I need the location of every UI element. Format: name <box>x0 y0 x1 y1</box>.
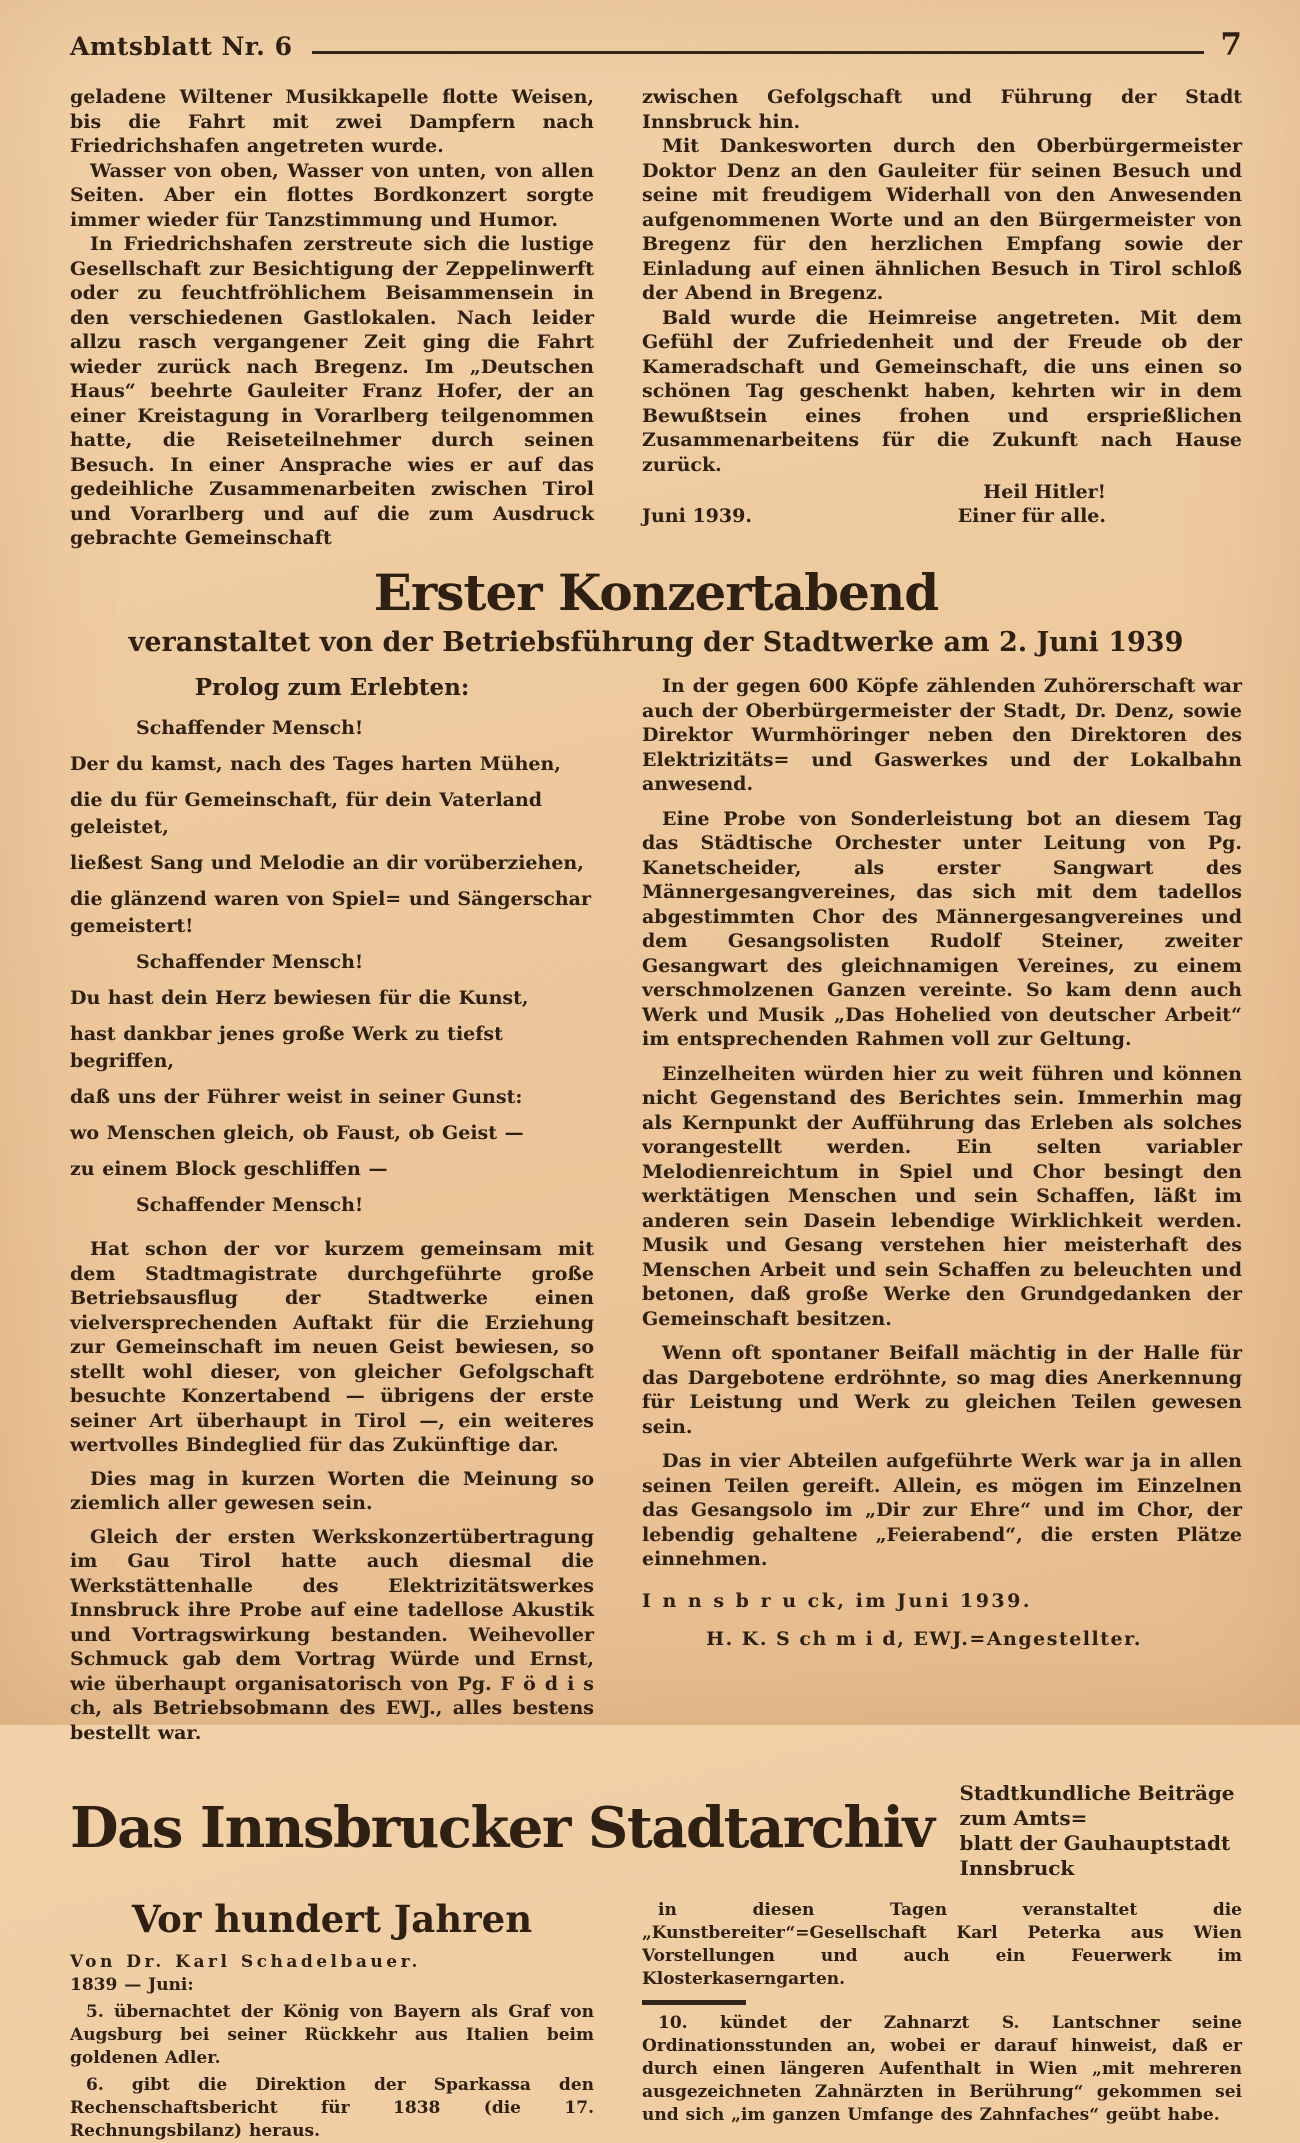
paragraph: Wenn oft spontaner Beifall mächtig in der Halle für das Dargebotene erdröhnte, so mag dies Anerkennung für Leistung und Werk zu gleichen Teilen gewesen sein. <box>642 1342 1242 1438</box>
prolog-poem <box>70 715 594 1219</box>
closing-salute: Heil Hitler! <box>983 481 1106 503</box>
archive-section-header <box>70 1775 1242 1881</box>
archive-entry: 6. gibt die Direktion der Sparkassa den Rechenschaftsbericht für 1838 (die 17. Rechnungsbilanz) heraus. <box>70 2075 594 2141</box>
poem-line: daß uns der Führer weist in seiner Gunst: <box>70 1086 523 1108</box>
archive-left-column <box>70 1895 594 2143</box>
article1-left-column <box>70 85 594 551</box>
archive-entry: 10. kündet der Zahnarzt S. Lantschner seine Ordinationsstunden an, wobei er darauf hinweist, daß er durch einen längeren Aufenthalt in Wien „mit mehreren ausgezeichneten Zahnärzten in Berührung“ gekommen sei und sich „im ganzen Umfange des Zahnfaches“ geübt habe. <box>642 2013 1242 2125</box>
poem-line: Schaffender Mensch! <box>136 951 364 973</box>
masthead: Amtsblatt Nr. 6 <box>70 32 293 61</box>
article2-right-column <box>642 674 1242 1745</box>
archive-right-column <box>642 1895 1242 2143</box>
page-number: 7 <box>1220 27 1242 63</box>
poem-line: zu einem Block geschliffen — <box>70 1158 388 1180</box>
poem-line: Schaffender Mensch! <box>136 1194 364 1216</box>
archive-paragraph: in diesen Tagen veranstaltet die „Kunstbereiter“=Gesellschaft Karl Peterka aus Wien Vorstellungen und auch ein Feuerwerk im Klosterkaserngarten. <box>642 1900 1242 1989</box>
paragraph: geladene Wiltener Musikkapelle flotte Weisen, bis die Fahrt mit zwei Dampfern nach Friedrichshafen angetreten wurde. <box>70 86 594 157</box>
poem-line: hast dankbar jenes große Werk zu tiefst begriffen, <box>70 1023 503 1072</box>
archive-year-heading: 1839 — Juni: <box>70 1975 194 1995</box>
header-rule <box>312 51 1204 54</box>
article-excursion-report <box>70 85 1242 551</box>
archive-title-side-note <box>959 1775 1242 1881</box>
poem-line: ließest Sang und Melodie an dir vorüberziehen, <box>70 852 584 874</box>
paragraph: Gleich der ersten Werkskonzertübertragung im Gau Tirol hatte auch diesmal die Werkstättenhalle des Elektrizitätswerkes Innsbruck ihre Probe auf eine tadellose Akustik und Vortragswirkung bestanden. Weihevoller Schmuck gab dem Vortrag Würde und Ernst, wie überhaupt organisatorisch von Pg. F ö d i s ch, als Betriebsobmann des EWJ., alles bestens bestellt war. <box>70 1525 594 1744</box>
article-title: Erster Konzertabend <box>373 562 939 622</box>
paragraph: Bald wurde die Heimreise angetreten. Mit dem Gefühl der Zufriedenheit und der Freude ob der Kameradschaft und Gemeinschaft, die uns einen so schönen Tag geschenkt haben, kehrten wir in dem Bewußtsein eines frohen und ersprießlichen Zusammenarbeitens für die Zukunft nach Hause zurück. <box>642 306 1242 476</box>
article-concert-report <box>70 674 1242 1745</box>
paragraph: In Friedrichshafen zerstreute sich die lustige Gesellschaft zur Besichtigung der Zeppelinwerft oder zu feuchtfröhlichem Beisammensein in den verschiedenen Gastlokalen. Nach leider allzu rasch vergangener Zeit ging die Fahrt wieder zurück nach Bregenz. Im „Deutschen Haus“ beehrte Gauleiter Franz Hofer, der an einer Kreistagung in Vorarlberg teilgenommen hatte, die Reiseteilnehmer durch seinen Besuch. In einer Ansprache wies er auf das gedeihliche Zusammenarbeiten zwischen Tirol und Vorarlberg und auf die zum Ausdruck gebrachte Gemeinschaft <box>70 233 594 549</box>
side-note-line1: Stadtkundliche Beiträge zum Amts= <box>959 1781 1235 1830</box>
paragraph: Das in vier Abteilen aufgeführte Werk war ja in allen seinen Teilen gereift. Allein, es mögen im Einzelnen das Gesangsolo im „Dir zur Ehre“ und im Chor, der lebendig gehaltene „Feierabend“, die ersten Plätze einnehmen. <box>642 1450 1242 1570</box>
dateline: I n n s b r u ck, im Juni 1939. <box>642 1589 1032 1612</box>
paragraph: Hat schon der vor kurzem gemeinsam mit dem Stadtmagistrate durchgeführte große Betriebsausflug der Stadtwerke einen vielversprechenden Auftakt für die Erziehung zur Gemeinschaft im neuen Geist bewiesen, so stellt wohl dieser, von gleicher Gefolgschaft besuchte Konzertabend — übrigens der erste seiner Art überhaupt in Tirol —, ein weiteres wertvolles Bindeglied für das Zukünftige dar. <box>70 1238 594 1456</box>
article2-left-column <box>70 674 594 1745</box>
paragraph: Wasser von oben, Wasser von unten, von allen Seiten. Aber ein flottes Bordkonzert sorgte immer wieder für Tanzstimmung und Humor. <box>70 159 594 231</box>
page-header <box>70 27 1242 63</box>
poem-line: wo Menschen gleich, ob Faust, ob Geist — <box>70 1122 524 1144</box>
author-signature: H. K. S ch m i d, EWJ.=Angestellter. <box>706 1627 1142 1650</box>
archive-title: Das Innsbrucker Stadtarchiv <box>70 1795 934 1861</box>
poem-line: die glänzend waren von Spiel= und Sängerschar gemeistert! <box>70 888 591 937</box>
section-divider-rule <box>642 2000 746 2005</box>
paragraph: In der gegen 600 Köpfe zählenden Zuhörerschaft war auch der Oberbürgermeister der Stadt, Dr. Denz, sowie Direktor Wurmhöringer neben den Direktoren des Elektrizitäts= und Gaswerkes und der Lokalbahn anwesend. <box>642 675 1242 795</box>
poem-line: die du für Gemeinschaft, für dein Vaterland geleistet, <box>70 789 543 838</box>
prolog-heading: Prolog zum Erlebten: <box>194 674 470 701</box>
paragraph: Dies mag in kurzen Worten die Meinung so ziemlich aller gewesen sein. <box>70 1467 594 1514</box>
poem-line: Schaffender Mensch! <box>136 717 364 739</box>
concert-article-header <box>70 562 1242 659</box>
paragraph: Eine Probe von Sonderleistung bot an diesem Tag das Städtische Orchester unter Leitung von Pg. Kanetscheider, als erster Sangwart des Männergesangvereines, das sich mit dem tadellos abgestimmten Chor des Männergesangvereines und dem Gesangsolisten Rudolf Steiner, zweiter Gesangwart des gleichnamigen Vereines, zu einem verschmolzenen Ganzen vereinte. So kam denn auch Werk und Musik „Das Hohelied von deutscher Arbeit“ im entsprechenden Rahmen voll zur Geltung. <box>642 807 1242 1050</box>
side-note-line2: blatt der Gauhauptstadt Innsbruck <box>959 1831 1231 1880</box>
poem-line: Du hast dein Herz bewiesen für die Kunst, <box>70 987 529 1009</box>
archive-heading: Vor hundert Jahren <box>131 1897 533 1941</box>
article-subtitle: veranstaltet von der Betriebsführung der Stadtwerke am 2. Juni 1939 <box>128 627 1184 658</box>
article1-right-column <box>642 85 1242 551</box>
archive-entry: 5. übernachtet der König von Bayern als Graf von Augsburg bei seiner Rückkehr aus Italien beim goldenen Adler. <box>70 2002 594 2068</box>
archive-byline: Von Dr. Karl Schadelbauer. <box>70 1952 421 1972</box>
archive-section <box>70 1895 1242 2143</box>
poem-line: Der du kamst, nach des Tages harten Mühen, <box>70 753 561 775</box>
closing-signoff: Einer für alle. <box>957 505 1106 527</box>
closing-line <box>642 505 1242 527</box>
paragraph: zwischen Gefolgschaft und Führung der Stadt Innsbruck hin. <box>642 86 1242 133</box>
paragraph: Einzelheiten würden hier zu weit führen und können nicht Gegenstand des Berichtes sein. Immerhin mag als Kernpunkt der Aufführung das Erleben als solches vorangestellt werden. Ein selten variabler Melodienreichtum in Spiel und Chor besingt den werktätigen Menschen und sein Schaffen, läßt im anderen sein Dasein lebendige Wirklichkeit werden. Musik und Gesang verstehen hier meisterhaft des Menschen Arbeit und sein Schaffen zu beleuchten und betonen, daß große Werke den Grundgedanken der Gemeinschaft besitzen. <box>642 1062 1242 1330</box>
closing-date: Juni 1939. <box>642 505 752 527</box>
paragraph: Mit Dankesworten durch den Oberbürgermeister Doktor Denz an den Gauleiter für seinen Besuch und seine mit freudigem Widerhall von den Anwesenden aufgenommenen Worte und an den Bürgermeister von Bregenz für den herzlichen Empfang sowie der Einladung auf einen ähnlichen Besuch in Tirol schloß der Abend in Bregenz. <box>642 135 1242 304</box>
